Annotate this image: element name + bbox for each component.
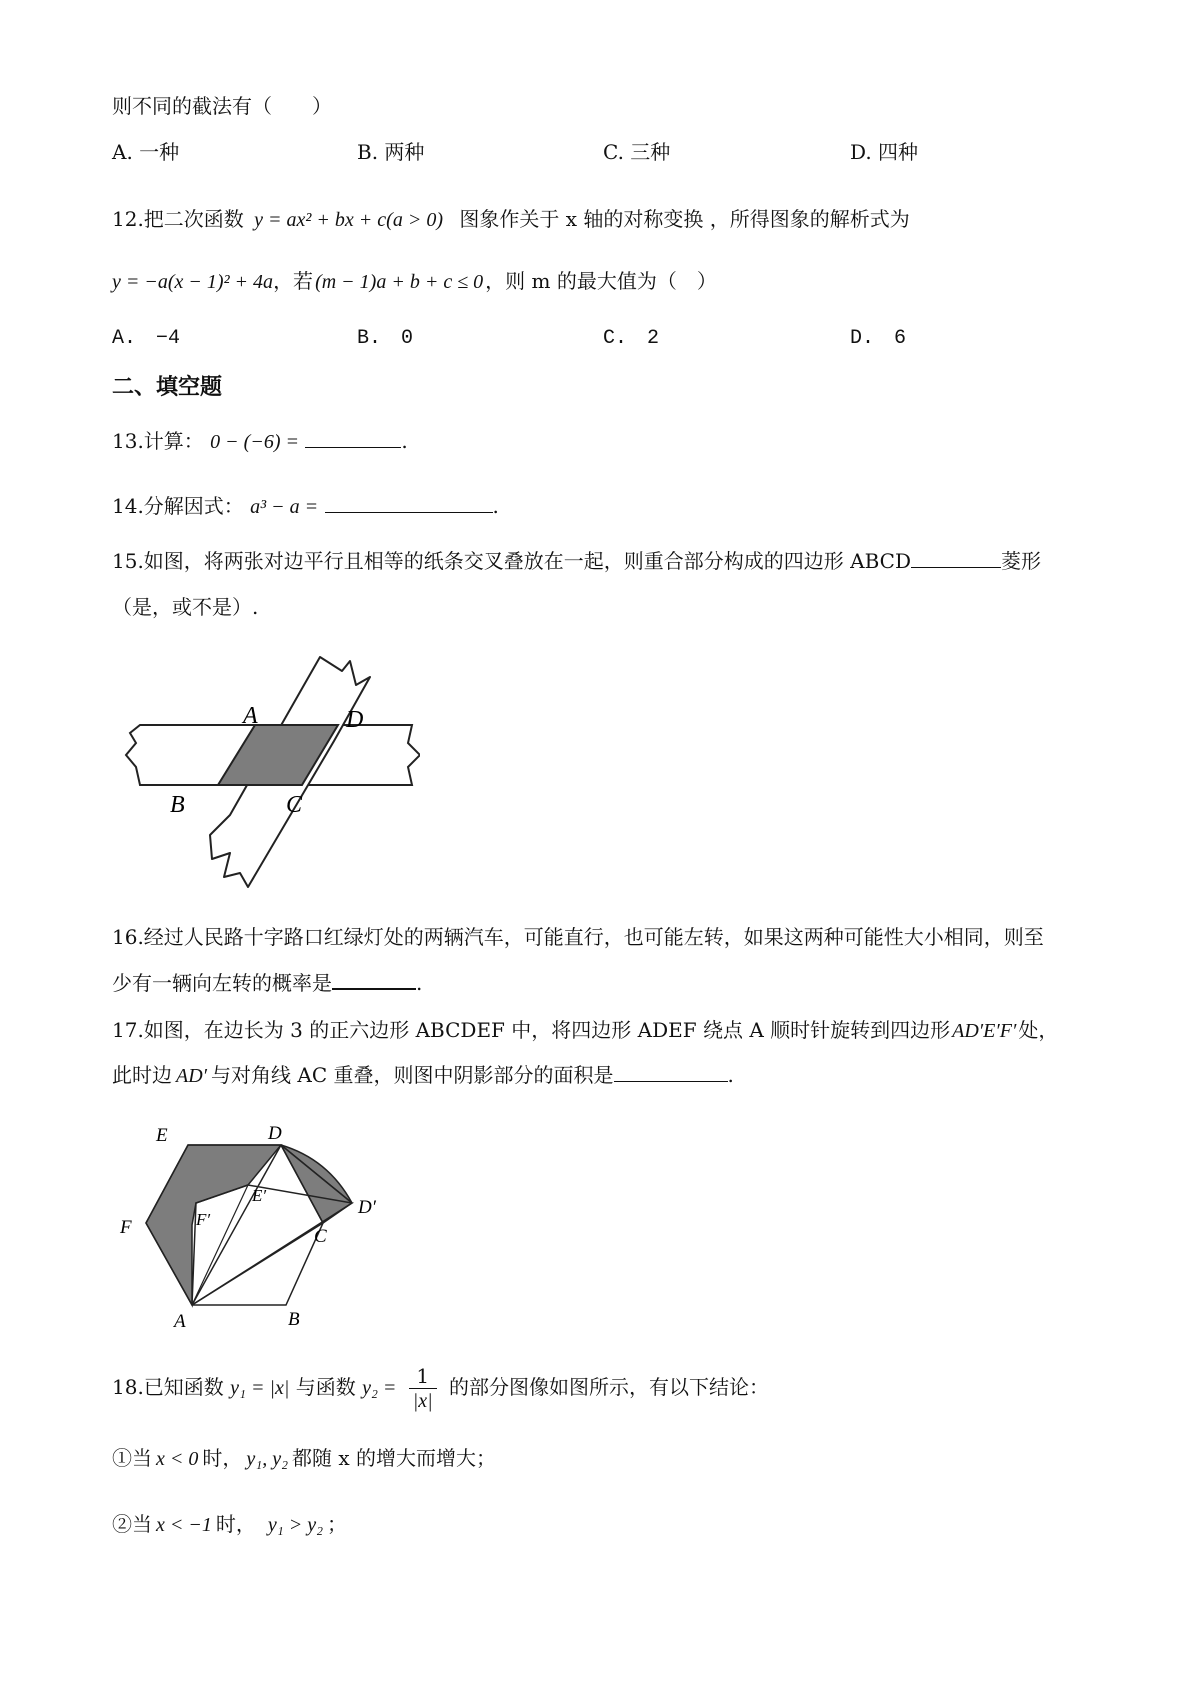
q14-formula: a³ − a = — [250, 496, 319, 518]
q12-line2-mid: ，若 — [273, 269, 314, 293]
q13-suffix: . — [401, 429, 408, 453]
q18-mid: 与函数 — [295, 1375, 356, 1399]
q18-f1: y₁ = |x| — [230, 1377, 290, 1399]
label-a: A — [243, 703, 258, 729]
q17-formula1: AD′E′F′ — [952, 1020, 1017, 1042]
q18-c2-mid: 时， — [215, 1512, 256, 1536]
q18-f2-left: y₂ = — [362, 1377, 397, 1399]
q18-c1-vars: y₁, y₂ — [246, 1448, 289, 1470]
q18-prefix: 18.已知函数 — [112, 1375, 224, 1399]
left-shaded-region — [146, 1145, 281, 1305]
q16-answer-blank[interactable] — [332, 970, 416, 990]
q14-answer-blank[interactable] — [325, 494, 493, 513]
q12-option-b[interactable]: B. 0 — [357, 327, 414, 350]
q12-option-c[interactable]: C. 2 — [603, 327, 660, 350]
q12-line2 — [112, 267, 717, 296]
q18-line — [112, 1357, 769, 1417]
section-title: 二、填空题 — [112, 375, 223, 400]
q14-line — [112, 492, 499, 521]
q13-prefix: 13.计算： — [112, 429, 204, 453]
label-b: B — [288, 1309, 300, 1330]
label-d: D — [346, 707, 364, 733]
q17-prefix: 17.如图，在边长为 3 的正六边形 ABCDEF 中，将四边形 ADEF 绕点 A 顺时针旋转到四边形 — [112, 1018, 951, 1042]
q11-option-d[interactable]: D. 四种 — [850, 140, 919, 164]
q18-c2-suffix: ； — [327, 1512, 348, 1536]
label-d: D — [268, 1123, 282, 1144]
q17-figure — [118, 1115, 398, 1330]
q13-answer-blank[interactable] — [305, 429, 401, 448]
q18-c1-cond: x < 0 — [156, 1448, 199, 1470]
q16-line2 — [112, 969, 422, 997]
q11-option-b[interactable]: B. 两种 — [357, 140, 425, 164]
q15-suffix: 菱形 — [1001, 549, 1042, 573]
q14-prefix: 14.分解因式： — [112, 494, 244, 518]
q17-line2 — [112, 1061, 734, 1090]
q15-answer-blank[interactable] — [911, 549, 1001, 568]
q18-fraction-den: |x| — [412, 1390, 433, 1412]
q14-suffix: . — [492, 494, 499, 518]
q18-c2-vars: y₁ > y₂ — [267, 1514, 324, 1536]
label-c: C — [286, 792, 303, 818]
q16-line1: 16.经过人民路十字路口红绿灯处的两辆汽车，可能直行，也可能左转，如果这两种可能性大小相同，则至 — [112, 925, 1044, 949]
label-d-prime: D′ — [358, 1197, 376, 1218]
q17-line2-suffix: 与对角线 AC 重叠，则图中阴影部分的面积是 — [211, 1063, 614, 1087]
q12-option-a[interactable]: A. −4 — [112, 327, 181, 350]
q12-line1 — [112, 205, 910, 234]
q11-option-a[interactable]: A. 一种 — [112, 140, 180, 164]
q18-fraction-num: 1 — [409, 1364, 437, 1389]
label-f: F — [120, 1217, 132, 1238]
q16-text: 少有一辆向左转的概率是 — [112, 971, 332, 995]
q18-conclusion-2 — [112, 1510, 347, 1539]
q12-condition: (m − 1)a + b + c ≤ 0 — [315, 271, 484, 293]
q15-line2: （是，或不是）. — [112, 595, 259, 619]
q13-formula: 0 − (−6) = — [210, 431, 299, 453]
label-e-prime: E′ — [252, 1186, 267, 1205]
label-c: C — [314, 1226, 327, 1247]
q18-conclusion-1 — [112, 1444, 496, 1473]
q12-formula2: y = −a(x − 1)² + 4a — [112, 271, 274, 293]
q18-c1-suffix: 都随 x 的增大而增大； — [292, 1446, 497, 1470]
q12-option-d[interactable]: D. 6 — [850, 327, 907, 350]
q12-line1-suffix: 图象作关于 x 轴的对称变换 ，所得图象的解析式为 — [459, 207, 910, 231]
q15-text: 15.如图，将两张对边平行且相等的纸条交叉叠放在一起，则重合部分构成的四边形 ABCD — [112, 549, 912, 573]
q12-line2-suffix: ，则 m 的最大值为（ ） — [485, 269, 717, 293]
q15-figure — [120, 655, 420, 890]
label-e: E — [156, 1125, 168, 1146]
q17-line1-suffix: 处， — [1018, 1018, 1059, 1042]
q17-answer-blank[interactable] — [614, 1063, 728, 1082]
q17-formula2: AD′ — [176, 1065, 208, 1087]
q12-formula1: y = ax² + bx + c(a > 0) — [254, 209, 443, 231]
label-b: B — [170, 792, 185, 818]
q16-suffix: . — [416, 971, 423, 995]
label-a: A — [174, 1311, 186, 1330]
q18-c1-mid: 时， — [202, 1446, 243, 1470]
q18-c2-prefix: ②当 — [112, 1512, 152, 1536]
q18-suffix: 的部分图像如图所示，有以下结论： — [449, 1375, 770, 1399]
q11-stem-tail: 则不同的截法有（ ） — [112, 94, 332, 118]
q17-line2-prefix: 此时边 — [112, 1063, 172, 1087]
q18-fraction — [409, 1364, 437, 1413]
label-f-prime: F′ — [196, 1210, 211, 1229]
q12-prefix: 12.把二次函数 — [112, 207, 244, 231]
q13-line — [112, 427, 408, 456]
q17-suffix: . — [727, 1063, 734, 1087]
q17-line1 — [112, 1016, 1058, 1045]
q18-c2-cond: x < −1 — [156, 1514, 212, 1536]
q18-c1-prefix: ①当 — [112, 1446, 152, 1470]
q15-line1 — [112, 547, 1041, 575]
q11-option-c[interactable]: C. 三种 — [603, 140, 671, 164]
